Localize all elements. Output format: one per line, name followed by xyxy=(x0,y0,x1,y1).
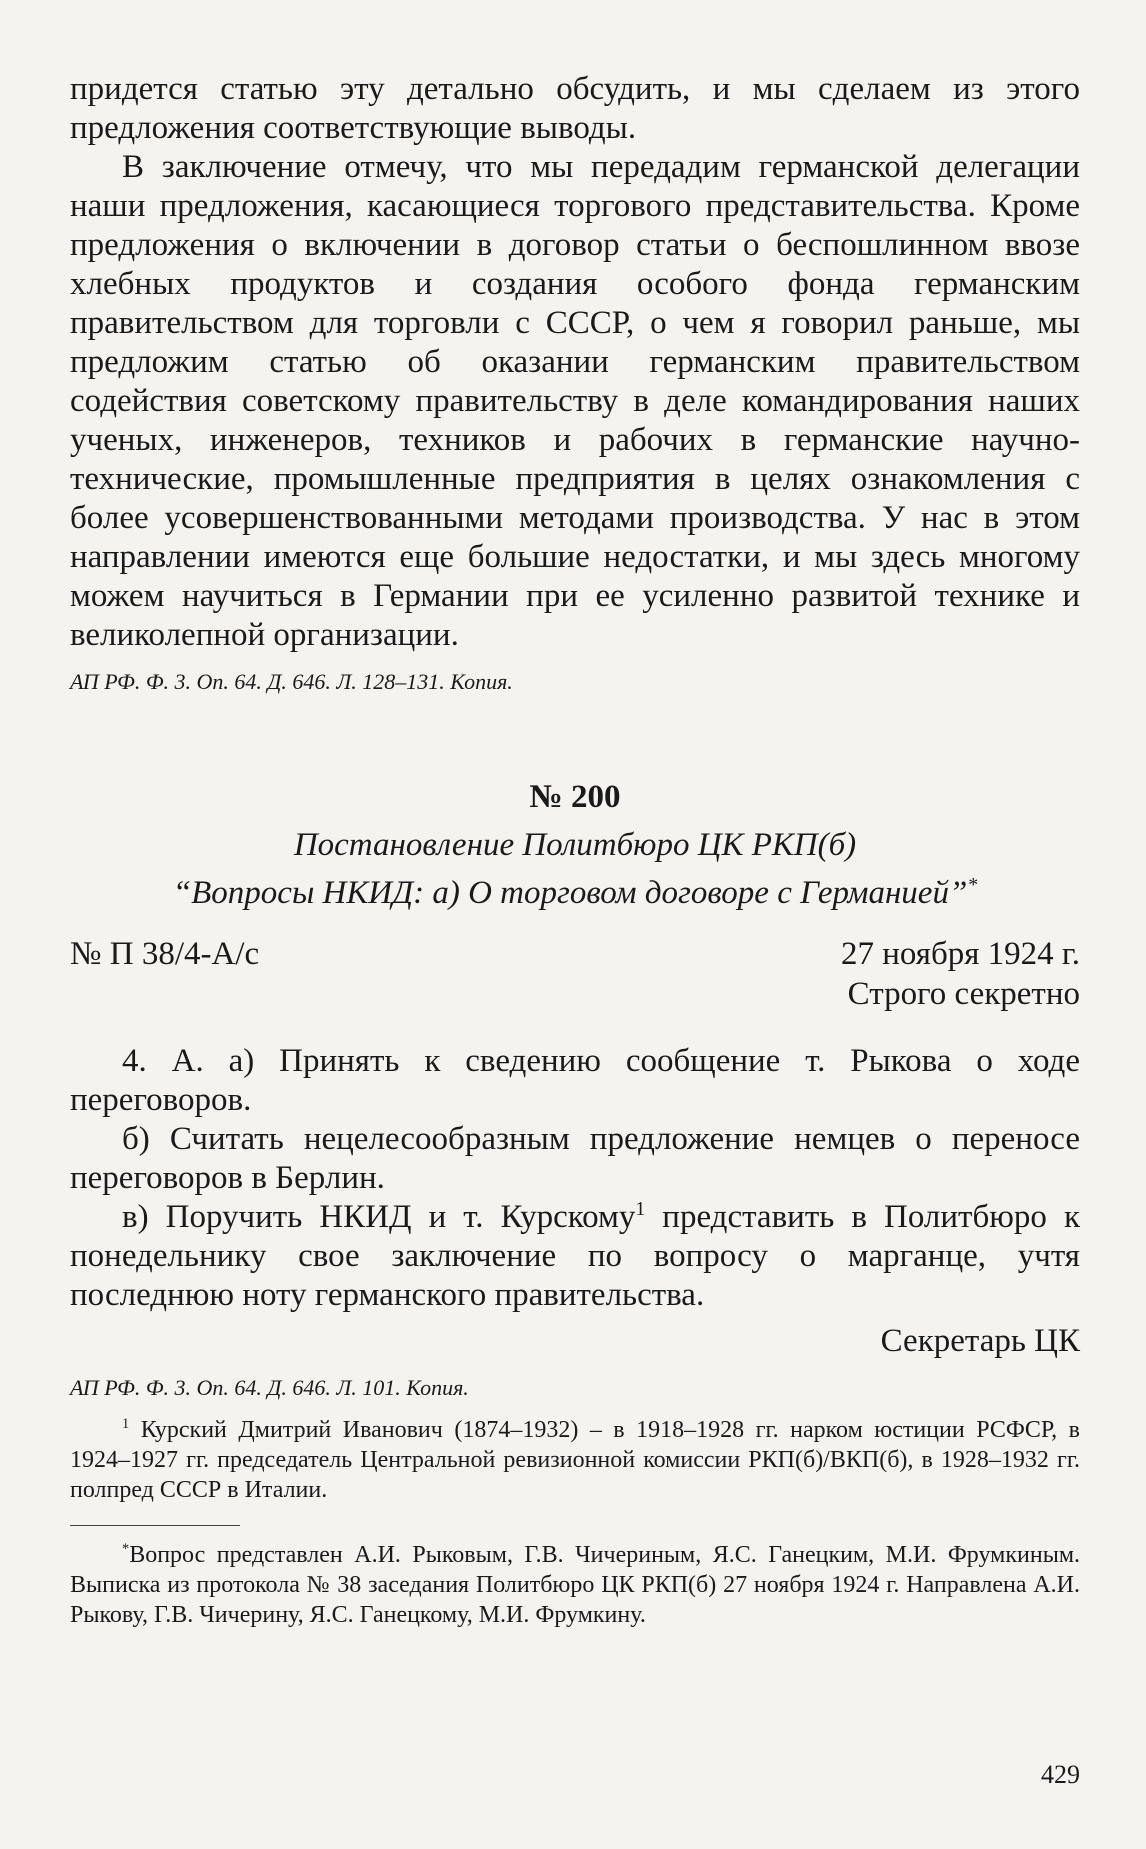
footnote-1-mark: 1 xyxy=(122,1416,130,1432)
footnote-star xyxy=(70,1540,1080,1630)
document-number: № 200 xyxy=(529,779,621,815)
resolution-item-a: 4. А. а) Принять к сведению сообщение т. Рыкова о ходе переговоров. xyxy=(70,1043,1080,1118)
footnote-star-mark: * xyxy=(122,1541,130,1557)
footnote-1-ref: 1 xyxy=(635,1198,646,1220)
item-c-text-after: представить в Политбюро к понедельнику свое заключение по вопросу о марганце, учтя последнюю ноту германского правительства. xyxy=(70,1199,1080,1313)
title-text: “Вопросы НКИД: а) О торговом договоре с Германией” xyxy=(172,875,968,911)
document-title-line-1: Постановление Политбюро ЦК РКП(б) xyxy=(293,827,857,863)
conclusion-paragraph: В заключение отмечу, что мы передадим германской делегации наши предложения, касающиеся торгового представительства. Кроме предложения о включении в договор статьи о беспошлинном ввозе хлебных продуктов и создания особого фонда германским правительством для торговли с СССР, о чем я говорил раньше, мы предложим статью об оказании германским правительством содействия советскому правительству в деле командирования наших ученых, инженеров, техников и рабочих в германские научно-технические, промышленные предприятия в целях ознакомления с более усовершенствованными методами производства. У нас в этом направлении имеются еще большие недостатки, и мы здесь многому можем научиться в Германии при ее усиленно развитой технике и великолепной организации. xyxy=(70,149,1080,653)
document-title-line-2 xyxy=(70,874,1080,912)
archive-source: АП РФ. Ф. 3. Оп. 64. Д. 646. Л. 128–131. Копия. xyxy=(70,669,513,694)
footnote-divider xyxy=(70,1525,240,1526)
protocol-number: № П 38/4-А/с xyxy=(70,936,260,972)
footnote-star-ref: * xyxy=(967,874,978,896)
page-number: 429 xyxy=(1041,1760,1080,1789)
item-c-text-before: в) Поручить НКИД и т. Курскому xyxy=(122,1199,636,1235)
protocol-row xyxy=(70,934,1080,974)
archive-source-2: АП РФ. Ф. 3. Оп. 64. Д. 646. Л. 101. Копия. xyxy=(70,1375,469,1400)
resolution-item-b: б) Считать нецелесообразным предложение немцев о переносе переговоров в Берлин. xyxy=(70,1121,1080,1196)
document-date: 27 ноября 1924 г. xyxy=(841,936,1080,972)
document-page xyxy=(70,70,1080,1630)
resolution-items xyxy=(70,1042,1080,1315)
footnote-star-text: Вопрос представлен А.И. Рыковым, Г.В. Чичериным, Я.С. Ганецким, М.И. Фрумкиным. Выписка из протокола № 38 заседания Политбюро ЦК РКП(б) 27 ноября 1924 г. Направлена А.И. Рыкову, Г.В. Чичерину, Я.С. Ганецкому, М.И. Фрумкину. xyxy=(70,1542,1080,1628)
classification-label: Строго секретно xyxy=(847,976,1080,1012)
footnote-1-text: Курский Дмитрий Иванович (1874–1932) – в 1918–1928 гг. нарком юстиции РСФСР, в 1924–1927 гг. председатель Центральной ревизионной комиссии РКП(б)/ВКП(б), в 1928–1932 гг. полпред СССР в Италии. xyxy=(70,1417,1080,1503)
resolution-item-c xyxy=(70,1198,1080,1315)
footnote-1 xyxy=(70,1415,1080,1505)
continuation-paragraph: придется статью эту детально обсудить, и мы сделаем из этого предложения соответствующие выводы. xyxy=(70,71,1080,146)
signature: Секретарь ЦК xyxy=(880,1323,1080,1359)
